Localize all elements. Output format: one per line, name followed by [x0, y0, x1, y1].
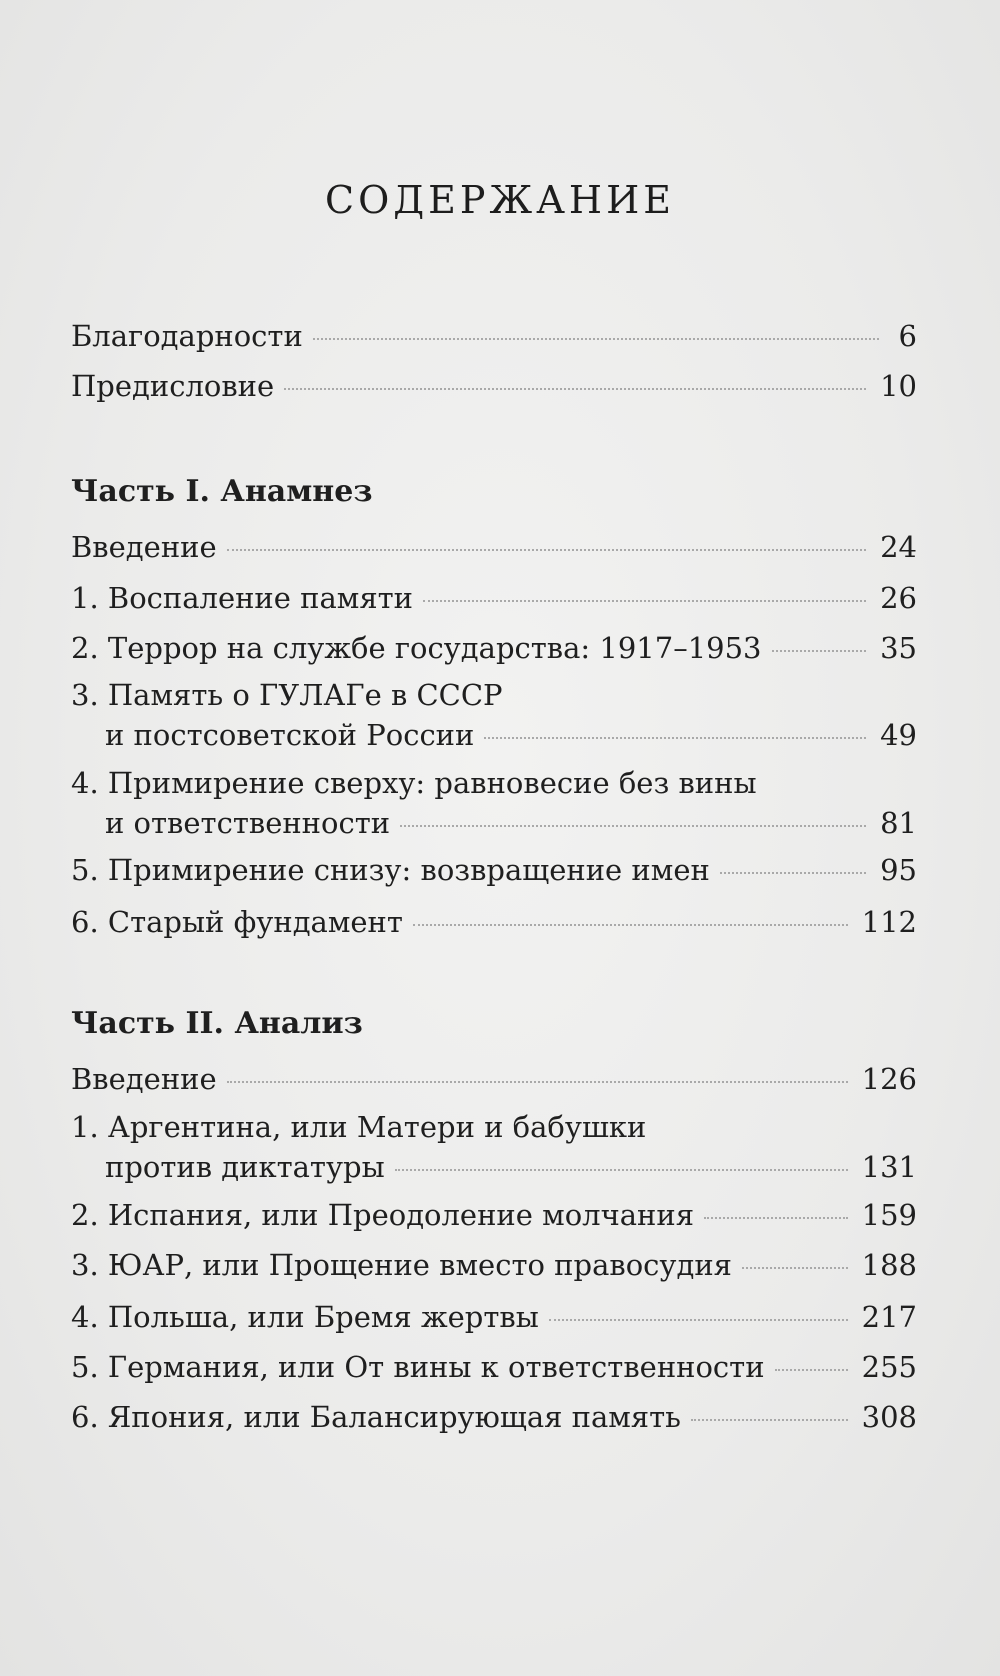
toc-entry-label: 1. Аргентина, или Матери и бабушки: [71, 1110, 647, 1144]
toc-entry[interactable]: [71, 628, 917, 668]
toc-entry-label-continued: и ответственности: [105, 806, 391, 840]
toc-page-number: 26: [880, 581, 917, 615]
toc-entry-label: 2. Террор на службе государства: 1917–1953: [71, 631, 762, 665]
toc-page-number: 49: [880, 718, 917, 752]
page-title: СОДЕРЖАНИЕ: [325, 178, 675, 222]
dot-leader: [400, 825, 866, 827]
dot-leader: [742, 1267, 848, 1269]
toc-page-number: 188: [861, 1248, 917, 1282]
toc-entry[interactable]: [71, 1107, 917, 1187]
toc-entry-label: 2. Испания, или Преодоление молчания: [71, 1198, 694, 1232]
dot-leader: [549, 1319, 848, 1321]
toc-entry-label: 3. ЮАР, или Прощение вместо правосудия: [71, 1248, 732, 1282]
toc-entry-label: Благодарности: [71, 319, 303, 353]
toc-entry[interactable]: [71, 850, 917, 890]
dot-leader: [227, 1081, 848, 1083]
toc-entry-label: 4. Примирение сверху: равновесие без вины: [71, 766, 757, 800]
dot-leader: [227, 549, 866, 551]
dot-leader: [772, 650, 867, 652]
toc-entry-label-continued: и постсоветской России: [105, 718, 475, 752]
dot-leader: [720, 872, 866, 874]
toc-entry-label-continued: против диктатуры: [105, 1150, 385, 1184]
dot-leader: [775, 1369, 848, 1371]
toc-entry[interactable]: [71, 675, 917, 755]
dot-leader: [413, 924, 848, 926]
toc-page-number: 112: [861, 905, 917, 939]
toc-page-number: 308: [861, 1400, 917, 1434]
toc-page-number: 159: [861, 1198, 917, 1232]
toc-page-number: 35: [880, 631, 917, 665]
toc-entry-label: Введение: [71, 530, 217, 564]
dot-leader: [284, 388, 866, 390]
dot-leader: [423, 600, 866, 602]
toc-page-number: 126: [861, 1062, 917, 1096]
toc-entry[interactable]: [71, 1297, 917, 1337]
toc-entry-label: 4. Польша, или Бремя жертвы: [71, 1300, 539, 1334]
toc-entry-acknowledgements[interactable]: [71, 316, 917, 356]
dot-leader: [395, 1169, 848, 1171]
dot-leader: [313, 338, 879, 340]
toc-entry-label: 1. Воспаление памяти: [71, 581, 413, 615]
toc-page-number: 81: [880, 806, 917, 840]
toc-entry[interactable]: [71, 1195, 917, 1235]
toc-page-number: 131: [861, 1150, 917, 1184]
toc-entry[interactable]: [71, 763, 917, 843]
toc-page-number: 24: [880, 530, 917, 564]
toc-entry[interactable]: [71, 1059, 917, 1099]
toc-entry[interactable]: [71, 1347, 917, 1387]
toc-page-number: 217: [861, 1300, 917, 1334]
toc-entry-label: 6. Старый фундамент: [71, 905, 403, 939]
part-heading: Часть II. Анализ: [71, 1006, 363, 1041]
toc-entry-label: 5. Германия, или От вины к ответственности: [71, 1350, 765, 1384]
toc-entry[interactable]: [71, 902, 917, 942]
toc-entry[interactable]: [71, 1245, 917, 1285]
toc-entry-label: 3. Память о ГУЛАГе в СССР: [71, 678, 503, 712]
toc-page-number: 10: [880, 369, 917, 403]
toc-page-number: 95: [880, 853, 917, 887]
toc-entry[interactable]: [71, 1397, 917, 1437]
dot-leader: [484, 737, 866, 739]
toc-entry[interactable]: [71, 527, 917, 567]
toc-page-number: 6: [898, 319, 917, 353]
toc-entry-label: 5. Примирение снизу: возвращение имен: [71, 853, 710, 887]
part-heading: Часть I. Анамнез: [71, 474, 373, 509]
dot-leader: [704, 1217, 848, 1219]
dot-leader: [691, 1419, 848, 1421]
toc-entry[interactable]: [71, 578, 917, 618]
toc-entry-label: 6. Япония, или Балансирующая память: [71, 1400, 681, 1434]
toc-entry-preface[interactable]: [71, 366, 917, 406]
toc-entry-label: Введение: [71, 1062, 217, 1096]
toc-entry-label: Предисловие: [71, 369, 275, 403]
toc-page-number: 255: [861, 1350, 917, 1384]
